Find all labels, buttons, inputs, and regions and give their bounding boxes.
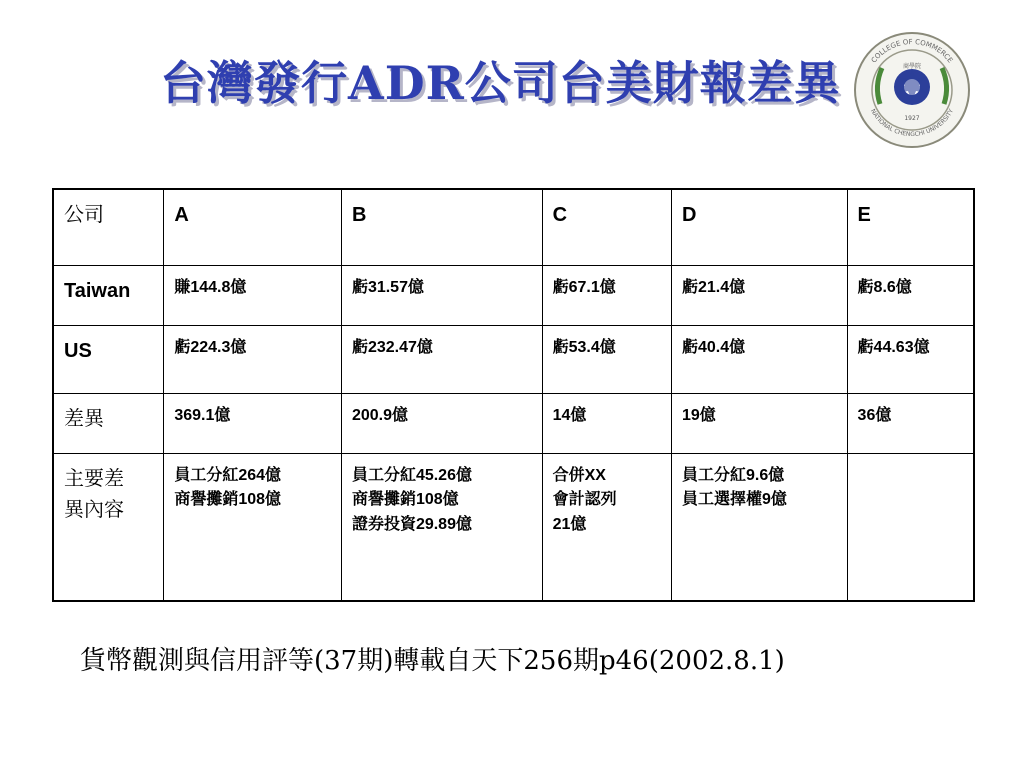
header-company-b: B	[341, 189, 542, 265]
table-cell: 虧67.1億	[542, 265, 671, 325]
detail-line: 員工分紅45.26億	[351, 466, 472, 484]
seal-center-text: 商學院	[902, 63, 922, 70]
seal-top-text: COLLEGE OF COMMERCE	[869, 37, 955, 65]
detail-line: 員工選擇權9億	[681, 491, 787, 509]
header-company-a: A	[164, 189, 342, 265]
table-header-row	[53, 189, 974, 265]
table-cell: 200.9億	[341, 393, 542, 453]
row-label-us: US	[53, 325, 164, 393]
detail-cell-d	[671, 453, 847, 601]
table-cell: 虧44.63億	[847, 325, 974, 393]
detail-line: 證券投資29.89億	[351, 516, 472, 534]
header-company-e: E	[847, 189, 974, 265]
detail-line: 合併XX	[552, 466, 606, 484]
table-cell: 19億	[671, 393, 847, 453]
seal-year: 1927	[904, 115, 920, 122]
table-cell: 虧53.4億	[542, 325, 671, 393]
detail-line: 員工分紅9.6億	[681, 466, 785, 484]
row-label-line: 異內容	[64, 498, 124, 521]
table-cell: 虧8.6億	[847, 265, 974, 325]
table-row-main-differences	[53, 453, 974, 601]
table-row-taiwan	[53, 265, 974, 325]
table-cell: 虧40.4億	[671, 325, 847, 393]
table-cell: 369.1億	[164, 393, 342, 453]
college-seal-logo	[852, 30, 972, 150]
table-cell: 14億	[542, 393, 671, 453]
detail-line: 21億	[552, 516, 587, 534]
detail-line: 商譽攤銷108億	[351, 491, 459, 509]
source-citation: 貨幣觀測與信用評等(37期)轉載自天下256期p46(2002.8.1)	[80, 646, 785, 676]
table-cell: 虧224.3億	[164, 325, 342, 393]
header-company-d: D	[671, 189, 847, 265]
detail-line: 商譽攤銷108億	[174, 491, 282, 509]
detail-cell-c	[542, 453, 671, 601]
row-label-taiwan: Taiwan	[53, 265, 164, 325]
header-label-cell: 公司	[53, 189, 164, 265]
table-row-difference	[53, 393, 974, 453]
slide-title: 台灣發行ADR公司台美財報差異	[160, 56, 841, 110]
table-cell: 虧21.4億	[671, 265, 847, 325]
table-cell: 虧31.57億	[341, 265, 542, 325]
table-row-us	[53, 325, 974, 393]
detail-line: 會計認列	[552, 491, 617, 509]
row-label-difference: 差異	[53, 393, 164, 453]
table-cell: 36億	[847, 393, 974, 453]
detail-cell-b	[341, 453, 542, 601]
row-label-main-differences	[53, 453, 164, 601]
detail-cell-e	[847, 453, 974, 601]
table-cell: 賺144.8億	[164, 265, 342, 325]
detail-cell-a	[164, 453, 342, 601]
table-cell: 虧232.47億	[341, 325, 542, 393]
seal-bottom-text: NATIONAL CHENGCHI UNIVERSITY	[868, 107, 956, 139]
adr-financial-comparison-table	[52, 188, 975, 602]
detail-line: 員工分紅264億	[174, 466, 282, 484]
row-label-line: 主要差	[64, 467, 124, 490]
header-company-c: C	[542, 189, 671, 265]
